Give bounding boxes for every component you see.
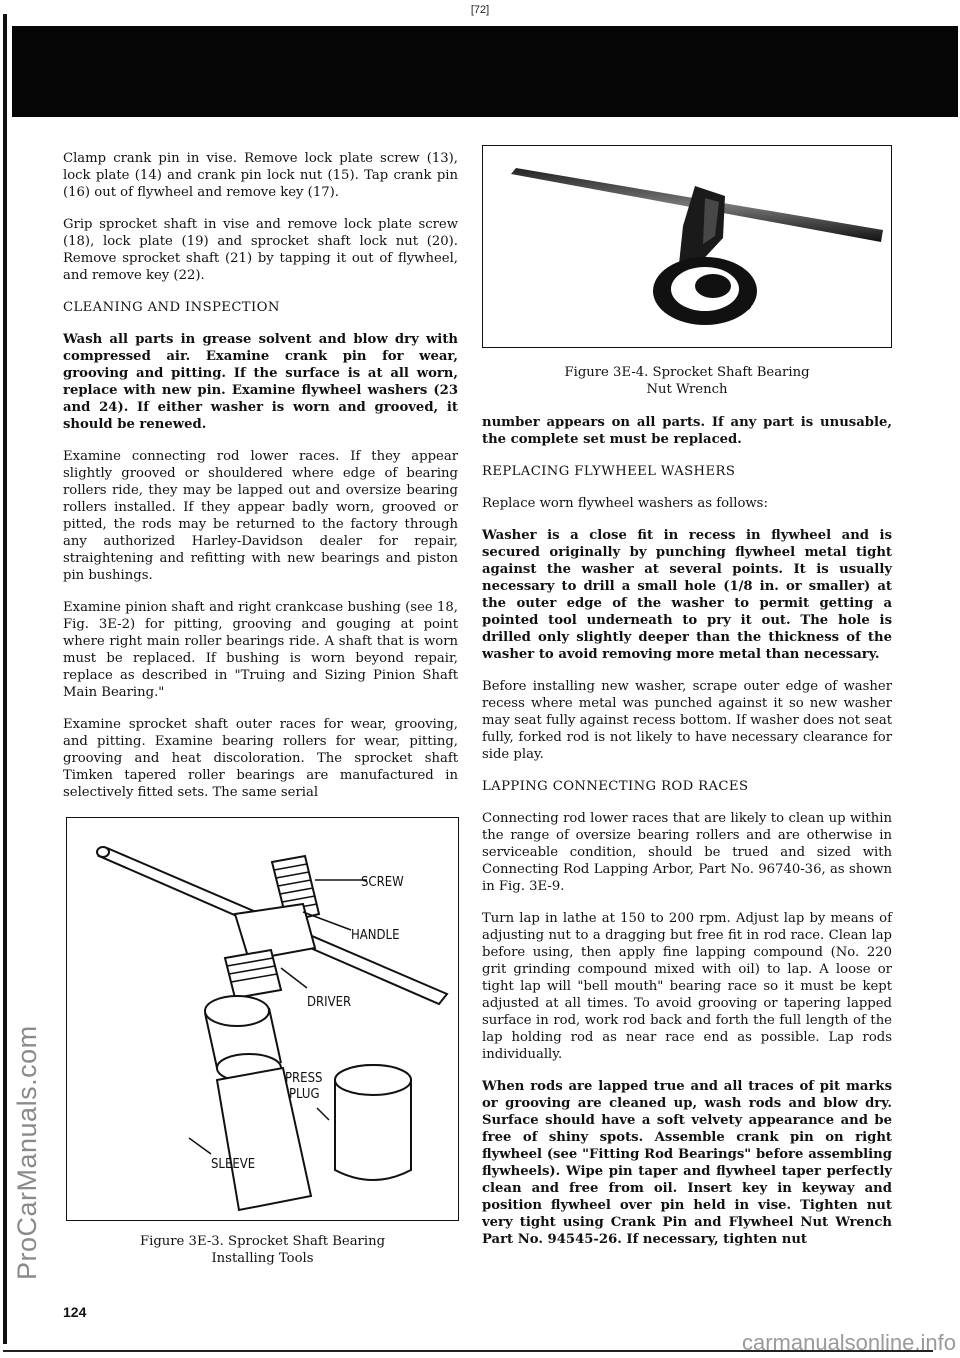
leader-sleeve (189, 1138, 211, 1154)
paragraph: Connecting rod lower races that are likely to clean up within the range of oversize bearing rollers and are otherwise in serviceable condition, should be trued and sized with Connecting Rod Lapping Arbor, Part No. 96740-36, as shown in Fig. 3E-9. (482, 811, 892, 894)
page-number: 124 (63, 1304, 87, 1320)
header-black-band (12, 26, 958, 117)
caption-line: Figure 3E-4. Sprocket Shaft Bearing (564, 365, 810, 380)
section-heading: CLEANING AND INSPECTION (63, 300, 280, 315)
wrench-socket-inner (695, 274, 731, 298)
paragraph: number appears on all parts. If any part is unusable, the complete set must be replaced. (482, 415, 892, 447)
figure-3e4-box (482, 145, 892, 348)
wrench-pin-right (743, 302, 751, 310)
caption-line: Figure 3E-3. Sprocket Shaft Bearing (139, 1234, 386, 1249)
footer-site: carmanualsonline.info (741, 1330, 956, 1355)
right-column (482, 414, 892, 1263)
section-heading: REPLACING FLYWHEEL WASHERS (482, 464, 736, 479)
driver-cylinder-top (205, 996, 269, 1026)
paragraph: Clamp crank pin in vise. Remove lock plate screw (13), lock plate (14) and crank pin lock nut (15). Tap crank pin (16) out of flywheel and remove key (17). (63, 151, 458, 200)
handle-end (97, 847, 109, 857)
label-driver: DRIVER (307, 995, 352, 1010)
paragraph: Replace worn flywheel washers as follows: (482, 496, 768, 511)
figure-3e4-caption (482, 364, 892, 398)
caption-line: Installing Tools (211, 1251, 314, 1266)
paragraph: Examine sprocket shaft outer races for wear, grooving, and pitting. Examine bearing rollers for wear, pitting, grooving and heat discoloration. The sprocket shaft Timken tapered roller bearings are manufactured in selectively fitted sets. The same serial (63, 717, 458, 800)
figure-3e3-box (66, 817, 459, 1221)
paragraph: Wash all parts in grease solvent and blow dry with compressed air. Examine crank pin for wear, grooving and pitting. If the surface is at all worn, replace with new pin. Examine flywheel washers (23 and 24). If either washer is worn and grooved, it should be renewed. (63, 332, 458, 432)
leader-press-plug (317, 1108, 329, 1120)
caption-line: Nut Wrench (646, 382, 728, 397)
press-plug-rim (335, 1065, 411, 1095)
label-handle: HANDLE (351, 928, 400, 943)
label-plug: PLUG (289, 1087, 320, 1102)
watermark (4, 560, 44, 1280)
label-sleeve: SLEEVE (211, 1157, 256, 1172)
left-column (63, 150, 458, 816)
label-screw: SCREW (361, 875, 404, 890)
paragraph: Examine connecting rod lower races. If they appear slightly grooved or shouldered where edge of bearing rollers ride, they may be lapped out and oversize bearing rollers installed. If they appear badly worn, grooved or pitted, the rods may be returned to the factory through any authorized Harley-Davidson dealer for repair, straightening and refitting with new bearings and piston pin bushings. (63, 449, 458, 583)
paragraph: Before installing new washer, scrape outer edge of washer recess where metal was punched against it so new washer may seat fully against recess bottom. If washer does not seat fully, forked rod is not likely to have necessary clearance for side play. (482, 679, 892, 762)
section-heading: LAPPING CONNECTING ROD RACES (482, 779, 749, 794)
leader-driver (281, 968, 307, 988)
watermark-text: ProCarManuals.com (12, 1025, 42, 1280)
paragraph: Turn lap in lathe at 150 to 200 rpm. Adjust lap by means of adjusting nut to a dragging but free fit in rod race. Clean lap before using, then apply fine lapping compound (No. 220 grit grinding compound mixed with oil) to lap. A loose or tight lap will "bell mouth" bearing race so it must be kept adjusted at all times. To avoid grooving or tapering lapped surface in rod, work rod back and forth the full length of the lap holding rod as near race end as possible. Lap rods individually. (482, 911, 892, 1062)
installing-tools-illustration (67, 818, 457, 1219)
paragraph: Washer is a close fit in recess in flywheel and is secured originally by punching flywheel metal tight against the washer at several points. It is usually necessary to drill a small hole (1/8 in. or smaller) at the outer edge of the washer to permit getting a pointed tool underneath to pry it out. The hole is drilled only slightly deeper than the thickness of the washer to avoid removing more metal than necessary. (482, 528, 892, 662)
nut-wrench-illustration (483, 146, 890, 346)
page-reference: [72] (470, 4, 490, 16)
wrench-pin-left (656, 287, 666, 297)
paragraph: Grip sprocket shaft in vise and remove lock plate screw (18), lock plate (19) and sprocket shaft lock nut (20). Remove sprocket shaft (21) by tapping it out of flywheel, and remove key (22). (63, 217, 458, 283)
paragraph: When rods are lapped true and all traces of pit marks or grooving are cleaned up, wash rods and blow dry. Surface should have a soft velvety appearance and be free of shiny spots. Assemble crank pin on right flywheel (see "Fitting Rod Bearings" before assembling flywheels). Wipe pin taper and flywheel taper perfectly clean and free from oil. Insert key in keyway and position flywheel over pin held in vise. Tighten nut very tight using Crank Pin and Flywheel Nut Wrench Part No. 94545-26. If necessary, tighten nut (482, 1079, 892, 1247)
paragraph: Examine pinion shaft and right crankcase bushing (see 18, Fig. 3E-2) for pitting, grooving and gouging at point where right main roller bearings ride. A shaft that is worn must be replaced. If bushing is worn beyond repair, replace as described in "Truing and Sizing Pinion Shaft Main Bearing." (63, 600, 458, 700)
figure-3e3-caption (66, 1233, 459, 1267)
label-press: PRESS (285, 1071, 323, 1086)
